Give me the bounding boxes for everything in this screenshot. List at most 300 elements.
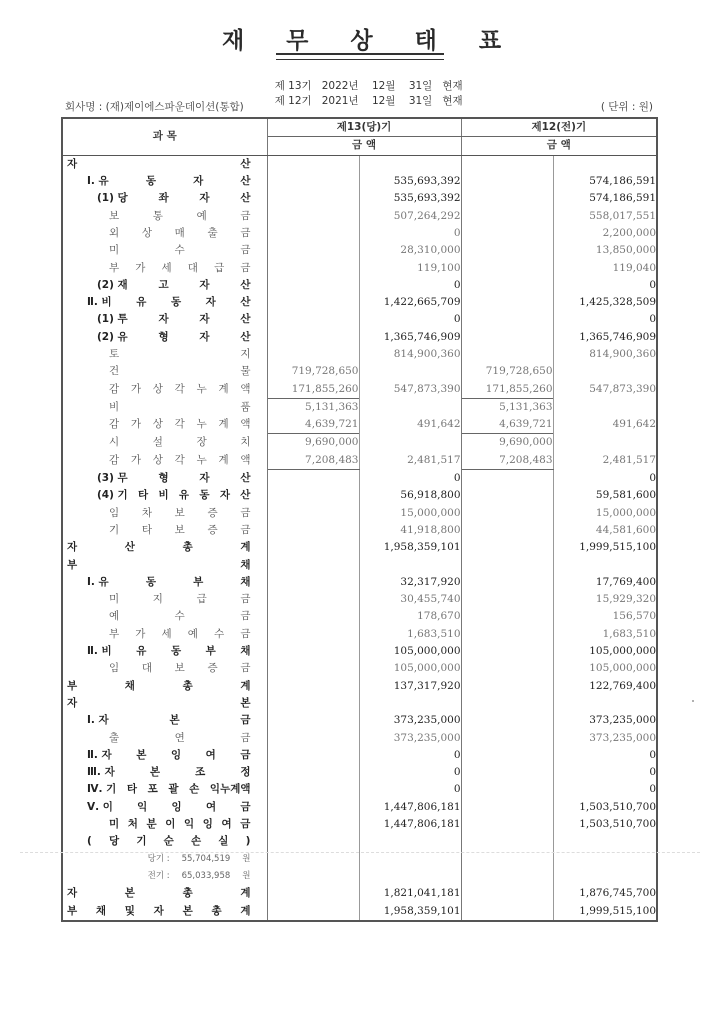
table-row (62, 346, 657, 363)
label-glyph: 산 (240, 296, 251, 309)
amount-cell: 0 (359, 747, 461, 764)
amount-cell (461, 850, 553, 867)
account-label (62, 902, 267, 920)
label-glyph: 산 (240, 175, 251, 188)
table-row (62, 522, 657, 539)
label-glyph: 자 (199, 192, 210, 205)
unit-label: ( 단위 : 원) (600, 101, 653, 113)
label-glyph: Ⅰ. 유 (87, 175, 109, 188)
sub-amount-cell (461, 311, 553, 328)
label-glyph: 처 (127, 818, 138, 831)
sub-amount-cell (267, 294, 359, 311)
sub-amount-cell (267, 678, 359, 695)
label-glyph: 잉 (170, 748, 182, 761)
period-year: 2022년 (321, 80, 359, 92)
table-row (62, 574, 657, 591)
net-loss-note (62, 850, 267, 867)
label-glyph: 실 (218, 835, 229, 848)
sub-amount-cell (461, 574, 553, 591)
period-status: 현재 (442, 80, 463, 92)
table-row (62, 505, 657, 522)
label-glyph: 정 (240, 766, 251, 779)
label-glyph: 계 (240, 541, 251, 554)
sub-amount-cell (461, 885, 553, 902)
sub-amount-cell (461, 660, 553, 677)
label-glyph: 타 (126, 783, 138, 796)
header-current-amount: 금 액 (267, 137, 461, 155)
period-day: 31일 (408, 95, 433, 107)
sub-amount-cell: 9,690,000 (461, 434, 553, 452)
label-glyph: Ⅱ. 비 (87, 645, 112, 658)
label-glyph: 감 (109, 382, 120, 395)
sub-amount-cell (461, 346, 553, 363)
account-label (62, 434, 267, 452)
label-glyph: Ⅰ. 유 (87, 575, 109, 588)
amount-cell: 15,000,000 (359, 505, 461, 522)
label-glyph: 여 (205, 800, 217, 813)
label-glyph: 수 (174, 244, 185, 257)
sub-amount-cell: 9,690,000 (267, 434, 359, 452)
label-glyph: 부 (67, 679, 78, 692)
amount-cell (267, 850, 359, 867)
amount-cell: 0 (649, 313, 657, 326)
label-glyph: 동 (145, 175, 156, 188)
sub-amount-cell (267, 747, 359, 764)
amount-cell: 137,317,920 (359, 678, 461, 695)
sub-amount-cell (267, 311, 359, 328)
account-label (62, 346, 267, 363)
note-unit: 원 (242, 870, 251, 881)
label-glyph: 손 (189, 783, 200, 796)
label-glyph: 고 (158, 278, 169, 291)
table-row (62, 902, 657, 920)
label-glyph: 증 (207, 506, 218, 519)
label-glyph: 연 (174, 731, 185, 744)
label-glyph: 총 (182, 541, 193, 554)
amount-cell: 547,873,390 (359, 380, 461, 398)
amount-cell: 1,365,746,909 (579, 330, 657, 343)
sub-amount-cell (461, 173, 553, 190)
sub-amount-cell: 4,639,721 (461, 416, 553, 434)
label-glyph: 기 (109, 523, 120, 536)
scan-artifact-line (20, 852, 700, 853)
label-glyph: 통 (152, 209, 163, 222)
label-glyph: 자 (153, 904, 164, 917)
sub-amount-cell: 7,208,483 (461, 452, 553, 470)
sub-amount-cell (267, 505, 359, 522)
amount-cell: 1,365,746,909 (359, 329, 461, 346)
amount-cell: 13,850,000 (595, 244, 657, 257)
amount-cell: 32,317,920 (359, 574, 461, 591)
label-glyph: 수 (174, 610, 185, 623)
label-glyph: 계 (218, 454, 229, 467)
sub-amount-cell (267, 712, 359, 729)
label-glyph: 총 (211, 904, 222, 917)
table-row (62, 539, 657, 556)
sub-amount-cell (267, 522, 359, 539)
sub-amount-cell (267, 833, 359, 850)
table-row (62, 311, 657, 328)
label-glyph: 자 (199, 471, 210, 484)
account-label (62, 539, 267, 556)
amount-cell: 105,000,000 (359, 643, 461, 660)
label-glyph: 급 (196, 593, 207, 606)
label-glyph: (4) 기 (97, 489, 128, 502)
label-glyph: Ⅲ. 자 (87, 766, 115, 779)
label-glyph: 이 (165, 818, 176, 831)
label-glyph: 금 (240, 506, 251, 519)
sub-amount-cell (267, 155, 359, 173)
label-glyph: 여 (221, 818, 232, 831)
amount-cell: 1,999,515,100 (579, 541, 657, 554)
label-glyph: 산 (240, 489, 251, 502)
label-glyph: 동 (170, 645, 182, 658)
period-term: 제 13기 (274, 80, 312, 92)
amount-cell: 2,200,000 (602, 226, 657, 239)
label-glyph: 각 (174, 382, 185, 395)
amount-cell: 1,447,806,181 (359, 816, 461, 833)
label-glyph: 보 (174, 523, 185, 536)
label-glyph: 상 (152, 418, 163, 431)
label-glyph: 차 (141, 506, 152, 519)
label-glyph: 금 (240, 800, 251, 813)
sub-amount-cell (461, 329, 553, 346)
sub-amount-cell (461, 799, 553, 816)
sub-amount-cell (461, 469, 553, 487)
table-row (62, 294, 657, 311)
table-row (62, 833, 657, 850)
label-glyph: 계 (218, 418, 229, 431)
document-title: 재 무 상 태 표 (221, 28, 519, 54)
label-glyph: 본 (149, 766, 160, 779)
amount-cell (461, 868, 553, 885)
label-glyph: 익 (137, 800, 148, 813)
label-glyph: 좌 (158, 192, 169, 205)
amount-cell: 119,040 (612, 261, 657, 274)
amount-cell (553, 868, 657, 885)
account-label (62, 398, 267, 416)
amount-cell (359, 398, 461, 416)
table-row (62, 850, 657, 867)
sub-amount-cell (461, 155, 553, 173)
table-row (62, 225, 657, 242)
label-glyph: 급 (214, 261, 225, 274)
sub-amount-cell (267, 242, 359, 259)
label-glyph: 외 (109, 226, 120, 239)
account-label (62, 816, 267, 833)
amount-cell: 574,186,591 (589, 192, 657, 205)
header-current-period: 제13(당)기 (267, 118, 461, 137)
amount-cell: 30,455,740 (359, 591, 461, 608)
table-row (62, 380, 657, 398)
period-month: 12월 (371, 95, 396, 107)
amount-cell: 1,683,510 (602, 627, 657, 640)
account-label (62, 626, 267, 643)
label-glyph: 금 (240, 627, 251, 640)
period-term: 제 12기 (274, 95, 312, 107)
amount-cell (553, 556, 657, 573)
label-glyph: 금 (240, 818, 251, 831)
scan-dot (692, 700, 694, 702)
label-glyph: 본 (136, 748, 147, 761)
amount-cell: 491,642 (612, 418, 657, 431)
table-row (62, 190, 657, 207)
amount-cell: 1,683,510 (359, 626, 461, 643)
label-glyph: 본 (169, 714, 180, 727)
label-glyph: 부 (205, 645, 216, 658)
sub-amount-cell (461, 294, 553, 311)
sub-amount-cell (461, 816, 553, 833)
amount-cell: 0 (359, 311, 461, 328)
period-year: 2021년 (321, 95, 359, 107)
amount-cell: 156,570 (612, 610, 657, 623)
amount-cell: 122,769,400 (589, 679, 657, 692)
label-glyph: 가 (135, 261, 146, 274)
label-glyph: 산 (240, 157, 251, 170)
table-row (62, 452, 657, 470)
label-glyph: (2) 유 (97, 330, 128, 343)
account-label (62, 556, 267, 573)
amount-cell: 119,100 (359, 259, 461, 276)
sub-amount-cell: 171,855,260 (267, 380, 359, 398)
label-glyph: 가 (135, 627, 146, 640)
label-glyph: 본 (182, 904, 193, 917)
sub-amount-cell (267, 660, 359, 677)
table-row (62, 434, 657, 452)
table-row (62, 469, 657, 487)
label-glyph: 익 (184, 818, 195, 831)
table-row (62, 398, 657, 416)
label-glyph: 금 (240, 748, 251, 761)
sub-amount-cell (267, 764, 359, 781)
label-glyph: 자 (158, 313, 169, 326)
label-glyph: 미 (109, 244, 120, 257)
label-glyph: 금 (240, 731, 251, 744)
label-glyph: 예 (187, 627, 198, 640)
period-day: 31일 (408, 80, 433, 92)
label-glyph: 잉 (171, 800, 182, 813)
label-glyph: 가 (130, 418, 142, 431)
label-glyph: Ⅰ. 자 (87, 714, 109, 727)
account-label (62, 452, 267, 470)
label-glyph: 증 (207, 523, 218, 536)
sub-amount-cell (461, 242, 553, 259)
amount-cell: 814,900,360 (359, 346, 461, 363)
label-glyph: Ⅳ. 기 (87, 783, 117, 796)
amount-cell: 56,918,800 (359, 487, 461, 504)
sub-amount-cell (461, 781, 553, 798)
label-glyph: 자 (67, 696, 78, 709)
label-glyph: 세 (161, 627, 172, 640)
label-glyph: 임 (109, 662, 120, 675)
label-glyph: Ⅱ. 자 (87, 748, 112, 761)
account-label (62, 225, 267, 242)
sub-amount-cell (461, 556, 553, 573)
label-glyph: 지 (240, 348, 251, 360)
sub-amount-cell (267, 626, 359, 643)
note-label: 당기 : (147, 853, 170, 864)
label-glyph: 형 (158, 330, 169, 343)
label-glyph: 설 (152, 436, 163, 449)
account-label (62, 781, 267, 798)
label-glyph: 계 (240, 679, 251, 692)
table-row (62, 363, 657, 380)
amount-cell (359, 556, 461, 573)
sub-amount-cell (461, 487, 553, 504)
amount-cell (359, 850, 461, 867)
label-glyph: 보 (174, 662, 185, 675)
label-glyph: 자 (205, 296, 216, 309)
label-glyph: 채 (95, 904, 107, 917)
label-glyph: 기 (136, 835, 147, 848)
sub-amount-cell (267, 259, 359, 276)
amount-cell (267, 868, 359, 885)
label-glyph: 미 (109, 818, 120, 831)
label-glyph: ( (87, 835, 92, 848)
table-row (62, 660, 657, 677)
table-row (62, 764, 657, 781)
label-glyph: Ⅱ. 비 (87, 296, 112, 309)
amount-cell: 574,186,591 (589, 175, 657, 188)
label-glyph: 부 (193, 575, 204, 588)
account-label (62, 608, 267, 625)
label-glyph: 감 (109, 418, 120, 431)
amount-cell: 373,235,000 (359, 729, 461, 746)
label-glyph: 형 (158, 471, 169, 484)
amount-cell: 1,876,745,700 (579, 887, 657, 900)
label-glyph: 각 (174, 454, 185, 467)
account-label (62, 294, 267, 311)
label-glyph: 포 (147, 783, 158, 796)
table-row (62, 173, 657, 190)
amount-cell (359, 868, 461, 885)
account-label (62, 799, 267, 816)
sub-amount-cell (267, 487, 359, 504)
sub-amount-cell (461, 259, 553, 276)
label-glyph: 동 (145, 575, 156, 588)
label-glyph: 산 (240, 278, 251, 291)
amount-cell: 373,235,000 (359, 712, 461, 729)
label-glyph: 계 (240, 887, 251, 900)
note-value: 55,704,519 (181, 853, 231, 864)
label-glyph: 자 (67, 887, 78, 900)
label-glyph: 손 (190, 835, 202, 848)
label-glyph: 산 (240, 313, 251, 326)
account-label (62, 522, 267, 539)
amount-cell: 1,958,359,101 (359, 539, 461, 556)
sub-amount-cell (461, 712, 553, 729)
label-glyph: 증 (207, 662, 218, 675)
label-glyph: 금 (240, 209, 251, 222)
sub-amount-cell (461, 695, 553, 712)
amount-cell (359, 155, 461, 173)
amount-cell: 2,481,517 (602, 454, 657, 467)
account-label (62, 207, 267, 224)
note-value: 65,033,958 (181, 870, 231, 881)
label-glyph: 총 (182, 679, 193, 692)
sub-amount-cell: 5,131,363 (267, 398, 359, 416)
label-glyph: 자 (67, 541, 78, 554)
account-label (62, 712, 267, 729)
amount-cell: 1,503,510,700 (579, 818, 657, 831)
label-glyph: 세 (161, 261, 172, 274)
balance-sheet-body (62, 155, 657, 921)
sub-amount-cell (267, 799, 359, 816)
label-glyph: 여 (205, 748, 216, 761)
sub-amount-cell: 7,208,483 (267, 452, 359, 470)
amount-cell: 1,999,515,100 (579, 904, 657, 917)
amount-cell: 1,425,328,509 (579, 296, 657, 309)
sub-amount-cell: 719,728,650 (267, 363, 359, 380)
account-label (62, 259, 267, 276)
amount-cell: 0 (359, 469, 461, 487)
account-label (62, 277, 267, 294)
account-label (62, 643, 267, 660)
label-glyph: 부 (67, 904, 78, 917)
sub-amount-cell (461, 747, 553, 764)
note-unit: 원 (242, 853, 251, 864)
amount-cell (359, 363, 461, 380)
note-label: 전기 : (147, 870, 170, 881)
sub-amount-cell (267, 346, 359, 363)
label-glyph: 치 (240, 436, 251, 449)
label-glyph: 예 (196, 209, 207, 222)
label-glyph: 산 (240, 471, 251, 484)
amount-cell: 0 (359, 277, 461, 294)
table-row (62, 712, 657, 729)
label-glyph: 대 (141, 662, 152, 675)
amount-cell: 507,264,292 (359, 207, 461, 224)
label-glyph: 타 (141, 523, 152, 536)
sub-amount-cell (267, 173, 359, 190)
label-glyph: 비 (158, 489, 169, 502)
label-glyph: 총 (182, 887, 193, 900)
label-glyph: 동 (199, 489, 210, 502)
account-label (62, 729, 267, 746)
table-row (62, 556, 657, 573)
sub-amount-cell (267, 902, 359, 920)
label-glyph: 본 (124, 887, 135, 900)
table-row (62, 608, 657, 625)
label-glyph: 상 (152, 454, 163, 467)
sub-amount-cell (461, 729, 553, 746)
label-glyph: (1) 당 (97, 192, 128, 205)
account-label (62, 242, 267, 259)
sub-amount-cell (267, 781, 359, 798)
amount-cell (553, 695, 657, 712)
label-glyph: 잉 (202, 818, 213, 831)
sub-amount-cell (267, 695, 359, 712)
table-row (62, 885, 657, 902)
sub-amount-cell (267, 591, 359, 608)
label-glyph: 본 (240, 696, 251, 709)
table-row (62, 799, 657, 816)
amount-cell: 814,900,360 (589, 348, 657, 360)
label-glyph: 금 (240, 226, 251, 239)
sub-amount-cell (267, 729, 359, 746)
sub-amount-cell (461, 902, 553, 920)
label-glyph: 계 (240, 904, 251, 917)
label-glyph: 건 (109, 365, 120, 378)
amount-cell: 0 (359, 781, 461, 798)
account-label (62, 190, 267, 207)
amount-cell: 1,821,041,181 (359, 885, 461, 902)
account-label (62, 885, 267, 902)
label-glyph: 상 (141, 226, 152, 239)
sub-amount-cell (461, 833, 553, 850)
table-row (62, 816, 657, 833)
sub-amount-cell (267, 539, 359, 556)
